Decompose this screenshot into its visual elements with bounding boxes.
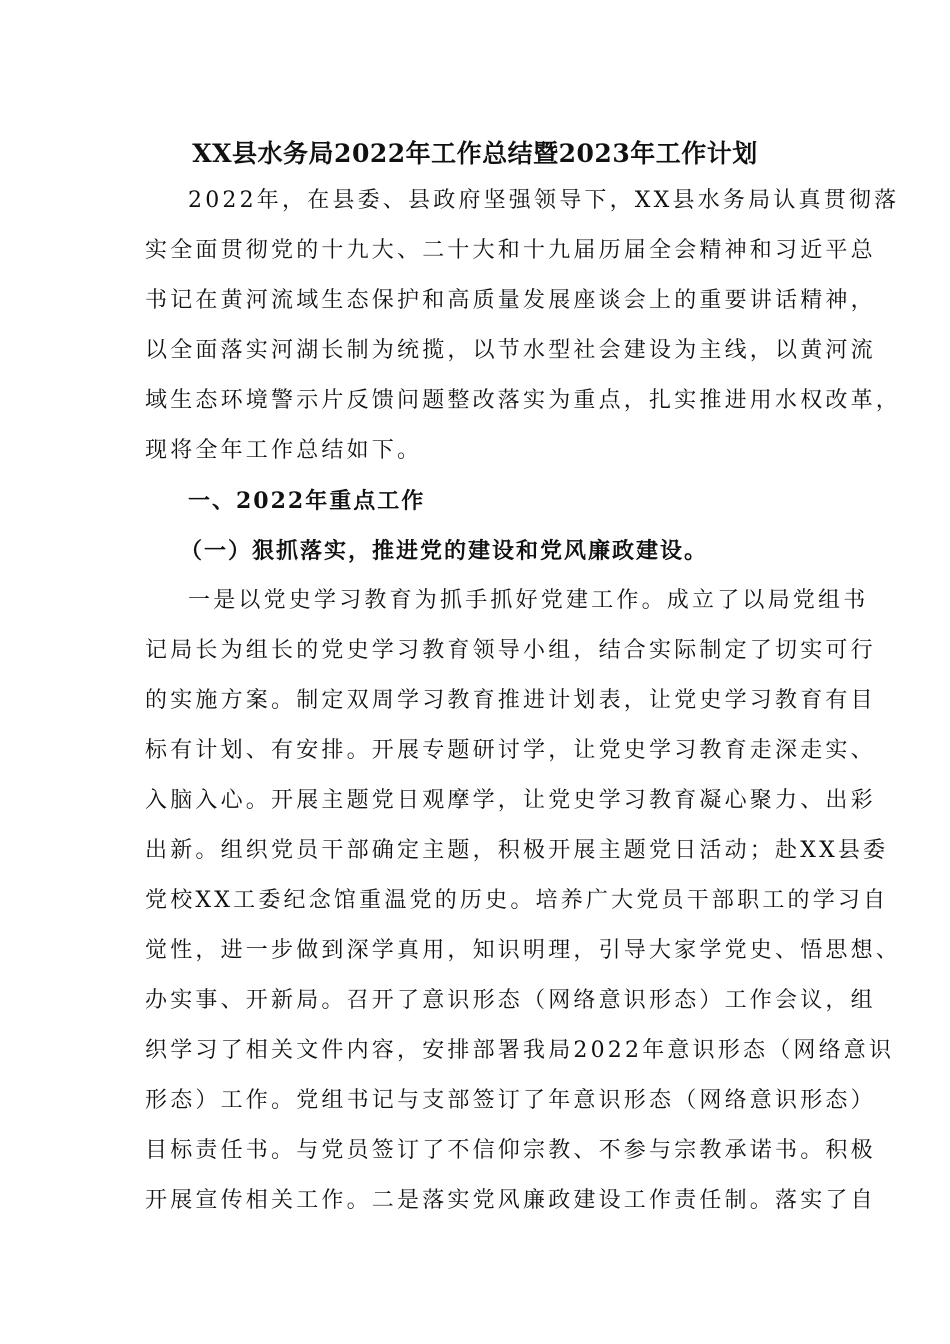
body-line: 织学习了相关文件内容，安排部署我局2022年意识形态（网络意识 (145, 1038, 895, 1063)
body-line: 记局长为组长的党史学习教育领导小组，结合实际制定了切实可行 (145, 638, 876, 663)
body-line: 一是以党史学习教育为抓手抓好党建工作。成立了以局党组书 (188, 588, 869, 613)
body-line: 开展宣传相关工作。二是落实党风廉政建设工作责任制。落实了自 (145, 1188, 876, 1213)
intro-line: 书记在黄河流域生态保护和高质量发展座谈会上的重要讲话精神， (145, 288, 876, 313)
body-line: 形态）工作。党组书记与支部签订了年意识形态（网络意识形态） (145, 1088, 876, 1113)
section-heading: 一、2022年重点工作 (188, 488, 426, 514)
intro-line: 域生态环境警示片反馈问题整改落实为重点，扎实推进用水权改革， (145, 388, 902, 413)
body-line: 办实事、开新局。召开了意识形态（网络意识形态）工作会议，组 (145, 988, 876, 1013)
body-line: 觉性，进一步做到深学真用，知识明理，引导大家学党史、悟思想、 (145, 938, 902, 963)
body-line: 党校XX工委纪念馆重温党的历史。培养广大党员干部职工的学习自 (145, 888, 889, 913)
document-title: XX县水务局2022年工作总结暨2023年工作计划 (192, 139, 758, 168)
body-line: 目标责任书。与党员签订了不信仰宗教、不参与宗教承诺书。积极 (145, 1138, 876, 1163)
subsection-heading: （一）狠抓落实，推进党的建设和党风廉政建设。 (180, 538, 709, 564)
intro-line: 现将全年工作总结如下。 (145, 438, 423, 463)
intro-line: 2022年，在县委、县政府坚强领导下，XX县水务局认真贯彻落 (188, 188, 900, 213)
intro-line: 以全面落实河湖长制为统揽，以节水型社会建设为主线，以黄河流 (145, 338, 876, 363)
body-line: 出新。组织党员干部确定主题，积极开展主题党日活动；赴XX县委 (145, 838, 889, 863)
body-line: 标有计划、有安排。开展专题研讨学，让党史学习教育走深走实、 (145, 738, 876, 763)
body-line: 入脑入心。开展主题党日观摩学，让党史学习教育凝心聚力、出彩 (145, 788, 876, 813)
intro-line: 实全面贯彻党的十九大、二十大和十九届历届全会精神和习近平总 (145, 238, 876, 263)
body-line: 的实施方案。制定双周学习教育推进计划表，让党史学习教育有目 (145, 688, 876, 713)
